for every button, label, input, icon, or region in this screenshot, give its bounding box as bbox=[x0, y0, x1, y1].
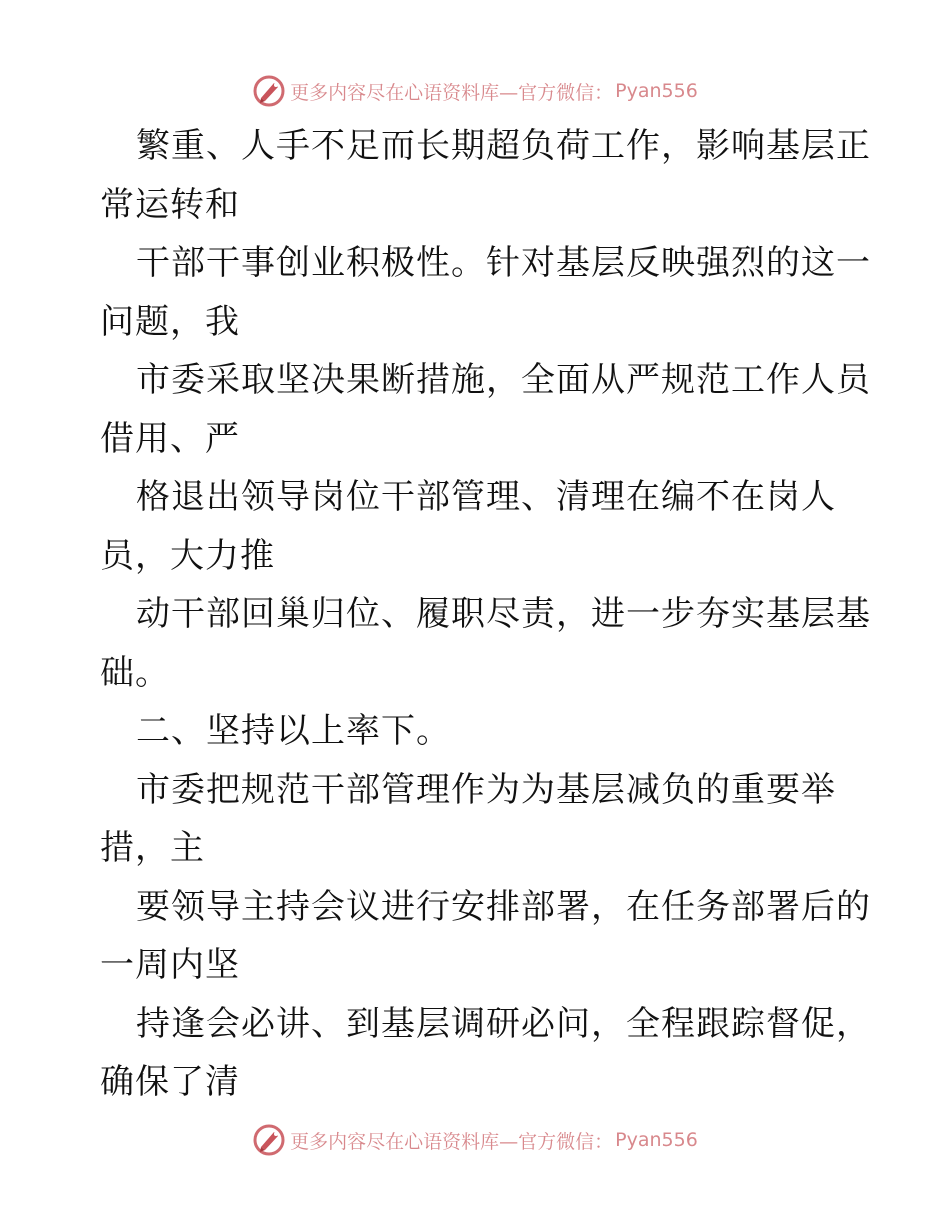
text-line: 格退出领导岗位干部管理、清理在编不在岗人 bbox=[136, 477, 836, 517]
text-line: 措，主 bbox=[100, 828, 205, 868]
logo-icon bbox=[252, 74, 286, 108]
watermark-text: 更多内容尽在心语资料库—官方微信： bbox=[290, 1130, 614, 1153]
document-body bbox=[100, 117, 871, 1112]
section-heading: 二、坚持以上率下。 bbox=[136, 711, 451, 751]
text-line: 市委把规范干部管理作为为基层减负的重要举 bbox=[136, 769, 836, 810]
watermark-id: Pyan556 bbox=[615, 80, 698, 102]
text-line: 问题，我 bbox=[100, 301, 240, 342]
watermark-header bbox=[0, 71, 950, 111]
text-line: 市委采取坚决果断措施，全面从严规范工作人员 bbox=[136, 360, 871, 400]
text-line: 础。 bbox=[100, 652, 170, 693]
text-line: 一周内坚 bbox=[100, 945, 240, 985]
text-line: 员，大力推 bbox=[100, 535, 275, 576]
logo-icon bbox=[252, 1123, 286, 1157]
text-line: 确保了清 bbox=[100, 1062, 240, 1102]
watermark-text: 更多内容尽在心语资料库—官方微信： bbox=[290, 81, 614, 104]
watermark-id: Pyan556 bbox=[615, 1129, 698, 1151]
text-line: 要领导主持会议进行安排部署，在任务部署后的 bbox=[136, 886, 871, 927]
text-line: 持逢会必讲、到基层调研必问，全程跟踪督促， bbox=[136, 1003, 871, 1044]
watermark-footer bbox=[0, 1120, 950, 1160]
text-line: 干部干事创业积极性。针对基层反映强烈的这一 bbox=[136, 243, 871, 283]
text-line: 繁重、人手不足而长期超负荷工作，影响基层正 bbox=[136, 126, 871, 166]
text-line: 动干部回巢归位、履职尽责，进一步夯实基层基 bbox=[136, 594, 871, 634]
text-line: 借用、严 bbox=[100, 418, 240, 459]
text-line: 常运转和 bbox=[100, 184, 240, 225]
